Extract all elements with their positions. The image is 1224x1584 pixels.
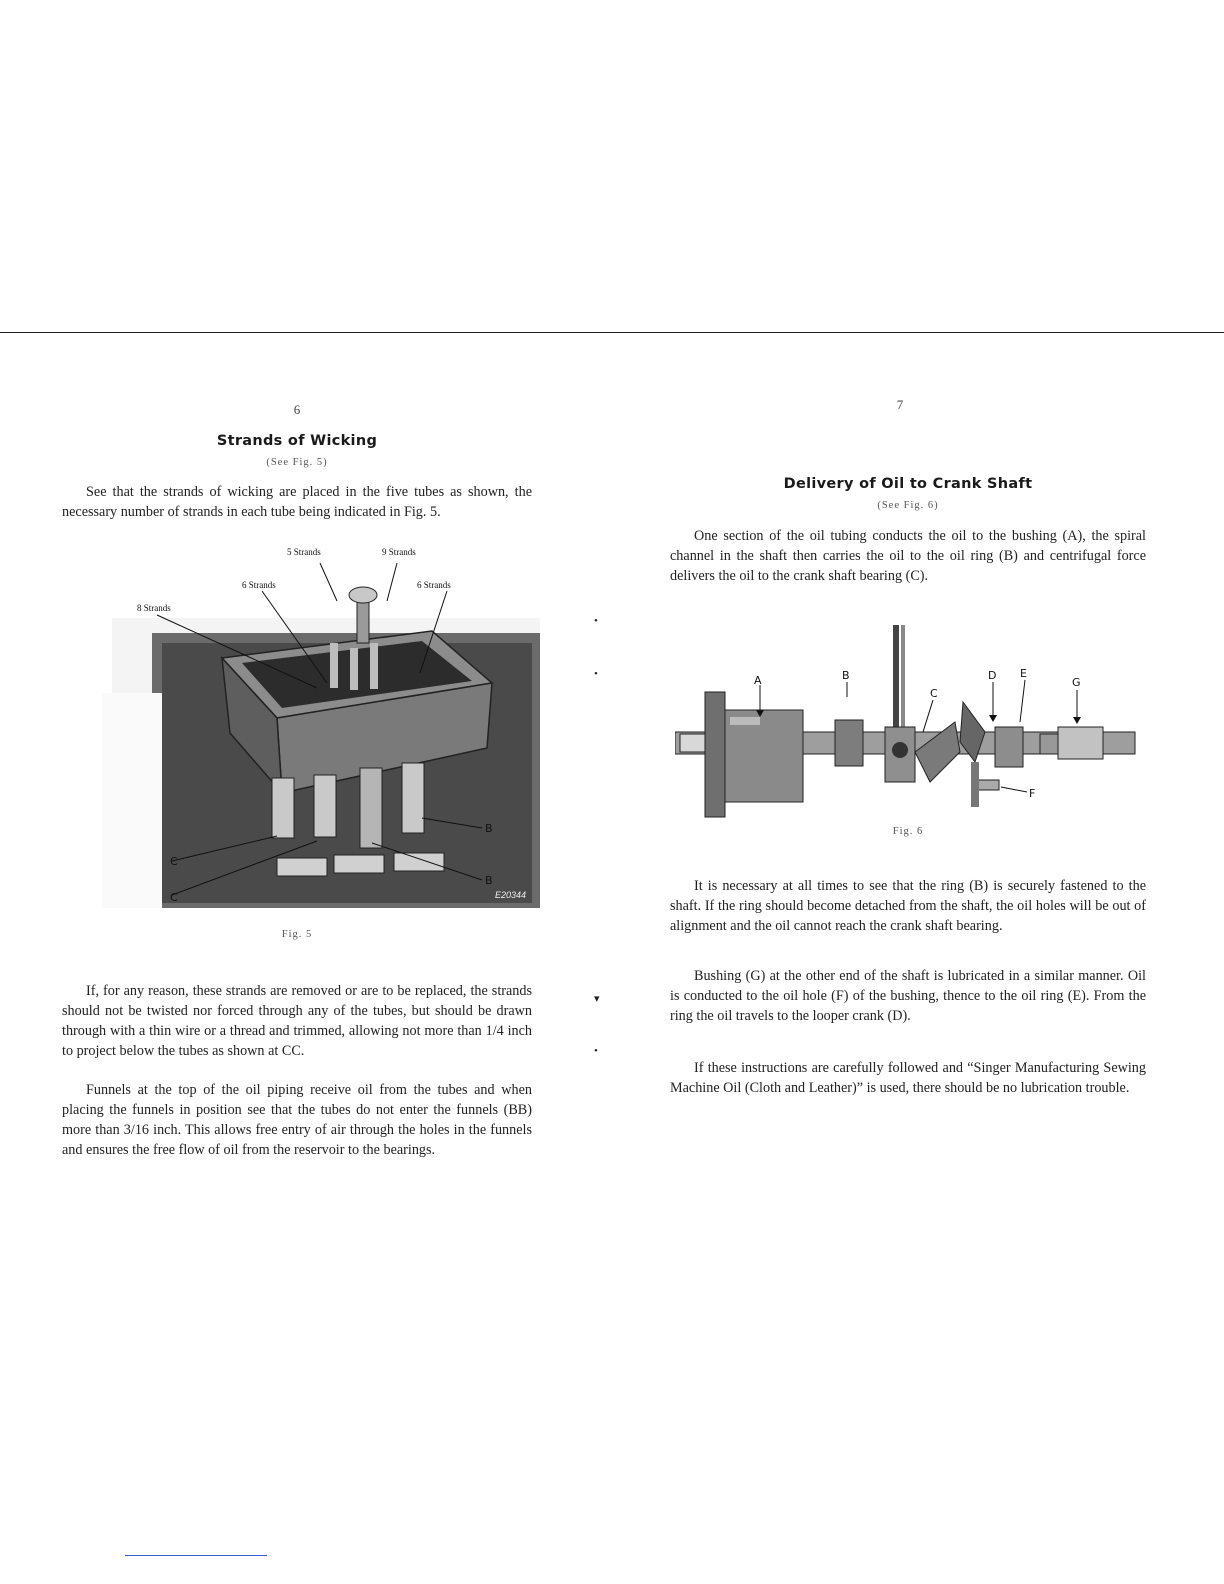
photo-id: E20344 <box>495 890 527 900</box>
figure-6-crank-shaft <box>675 622 1145 822</box>
figure-caption: Fig. 5 <box>281 929 313 940</box>
bottom-link-underline[interactable] <box>125 1555 267 1556</box>
margin-mark: ▾ <box>594 993 600 1005</box>
label-c-upper: C <box>170 855 178 868</box>
label-a: A <box>754 674 762 687</box>
page-number: 7 <box>896 397 904 412</box>
figure-reference: (See Fig. 6) <box>877 500 939 511</box>
paragraph: One section of the oil tubing conducts the oil to the bushing (A), the spiral channel in the shaft then carries the oil to the oil ring (B) and centrifugal force delivers the oil to the crank shaft bearing (C). <box>670 528 1146 584</box>
paragraph: If, for any reason, these strands are removed or are to be replaced, the strands should not be twisted nor forced through any of the tubes, but should be drawn through with a thin wire or a thread and trimmed, allowing not more than 1/4 inch to project below the tubes as shown at CC. <box>62 983 532 1059</box>
page-top-rule <box>0 332 1224 333</box>
figure-5-oil-reservoir <box>102 543 542 913</box>
label-f: F <box>1029 787 1036 800</box>
label-8-strands: 8 Strands <box>137 603 171 613</box>
label-b-lower: B <box>485 874 493 887</box>
margin-mark: • <box>594 668 598 680</box>
figure-caption: Fig. 6 <box>892 826 924 837</box>
label-6-strands-right: 6 Strands <box>417 580 451 590</box>
label-c-lower: C <box>170 891 178 904</box>
label-d: D <box>988 669 997 682</box>
label-b-upper: B <box>485 822 493 835</box>
label-b: B <box>842 669 850 682</box>
label-9-strands: 9 Strands <box>382 547 416 557</box>
section-title: Strands of Wicking <box>216 433 378 449</box>
figure-reference: (See Fig. 5) <box>266 457 328 468</box>
label-c: C <box>930 687 938 700</box>
page-number: 6 <box>293 402 301 417</box>
section-title: Delivery of Oil to Crank Shaft <box>783 476 1033 492</box>
paragraph: Bushing (G) at the other end of the shaft is lubricated in a similar manner. Oil is conducted to the oil hole (F) of the bushing, thence to the oil ring (E). From the ring the oil travels to the looper crank (D). <box>670 968 1146 1024</box>
label-5-strands: 5 Strands <box>287 547 321 557</box>
label-6-strands-left: 6 Strands <box>242 580 276 590</box>
paragraph: If these instructions are carefully followed and “Singer Manufacturing Sewing Machine Oil (Cloth and Leather)” is used, there should be no lubrication trouble. <box>670 1060 1146 1096</box>
margin-mark: • <box>594 1045 598 1057</box>
paragraph: It is necessary at all times to see that the ring (B) is securely fastened to the shaft. If the ring should become detached from the shaft, the oil holes will be out of alignment and the oil cannot reach the crank shaft bearing. <box>670 878 1146 934</box>
label-g: G <box>1072 676 1081 689</box>
paragraph: Funnels at the top of the oil piping receive oil from the tubes and when placing the funnels in position see that the tubes do not enter the funnels (BB) more than 3/16 inch. This allows free entry of air through the holes in the funnels and ensures the free flow of oil from the reservoir to the bearings. <box>62 1082 532 1158</box>
label-e: E <box>1020 667 1027 680</box>
paragraph: See that the strands of wicking are placed in the five tubes as shown, the necessary number of strands in each tube being indicated in Fig. 5. <box>62 484 532 520</box>
margin-mark: • <box>594 615 598 627</box>
